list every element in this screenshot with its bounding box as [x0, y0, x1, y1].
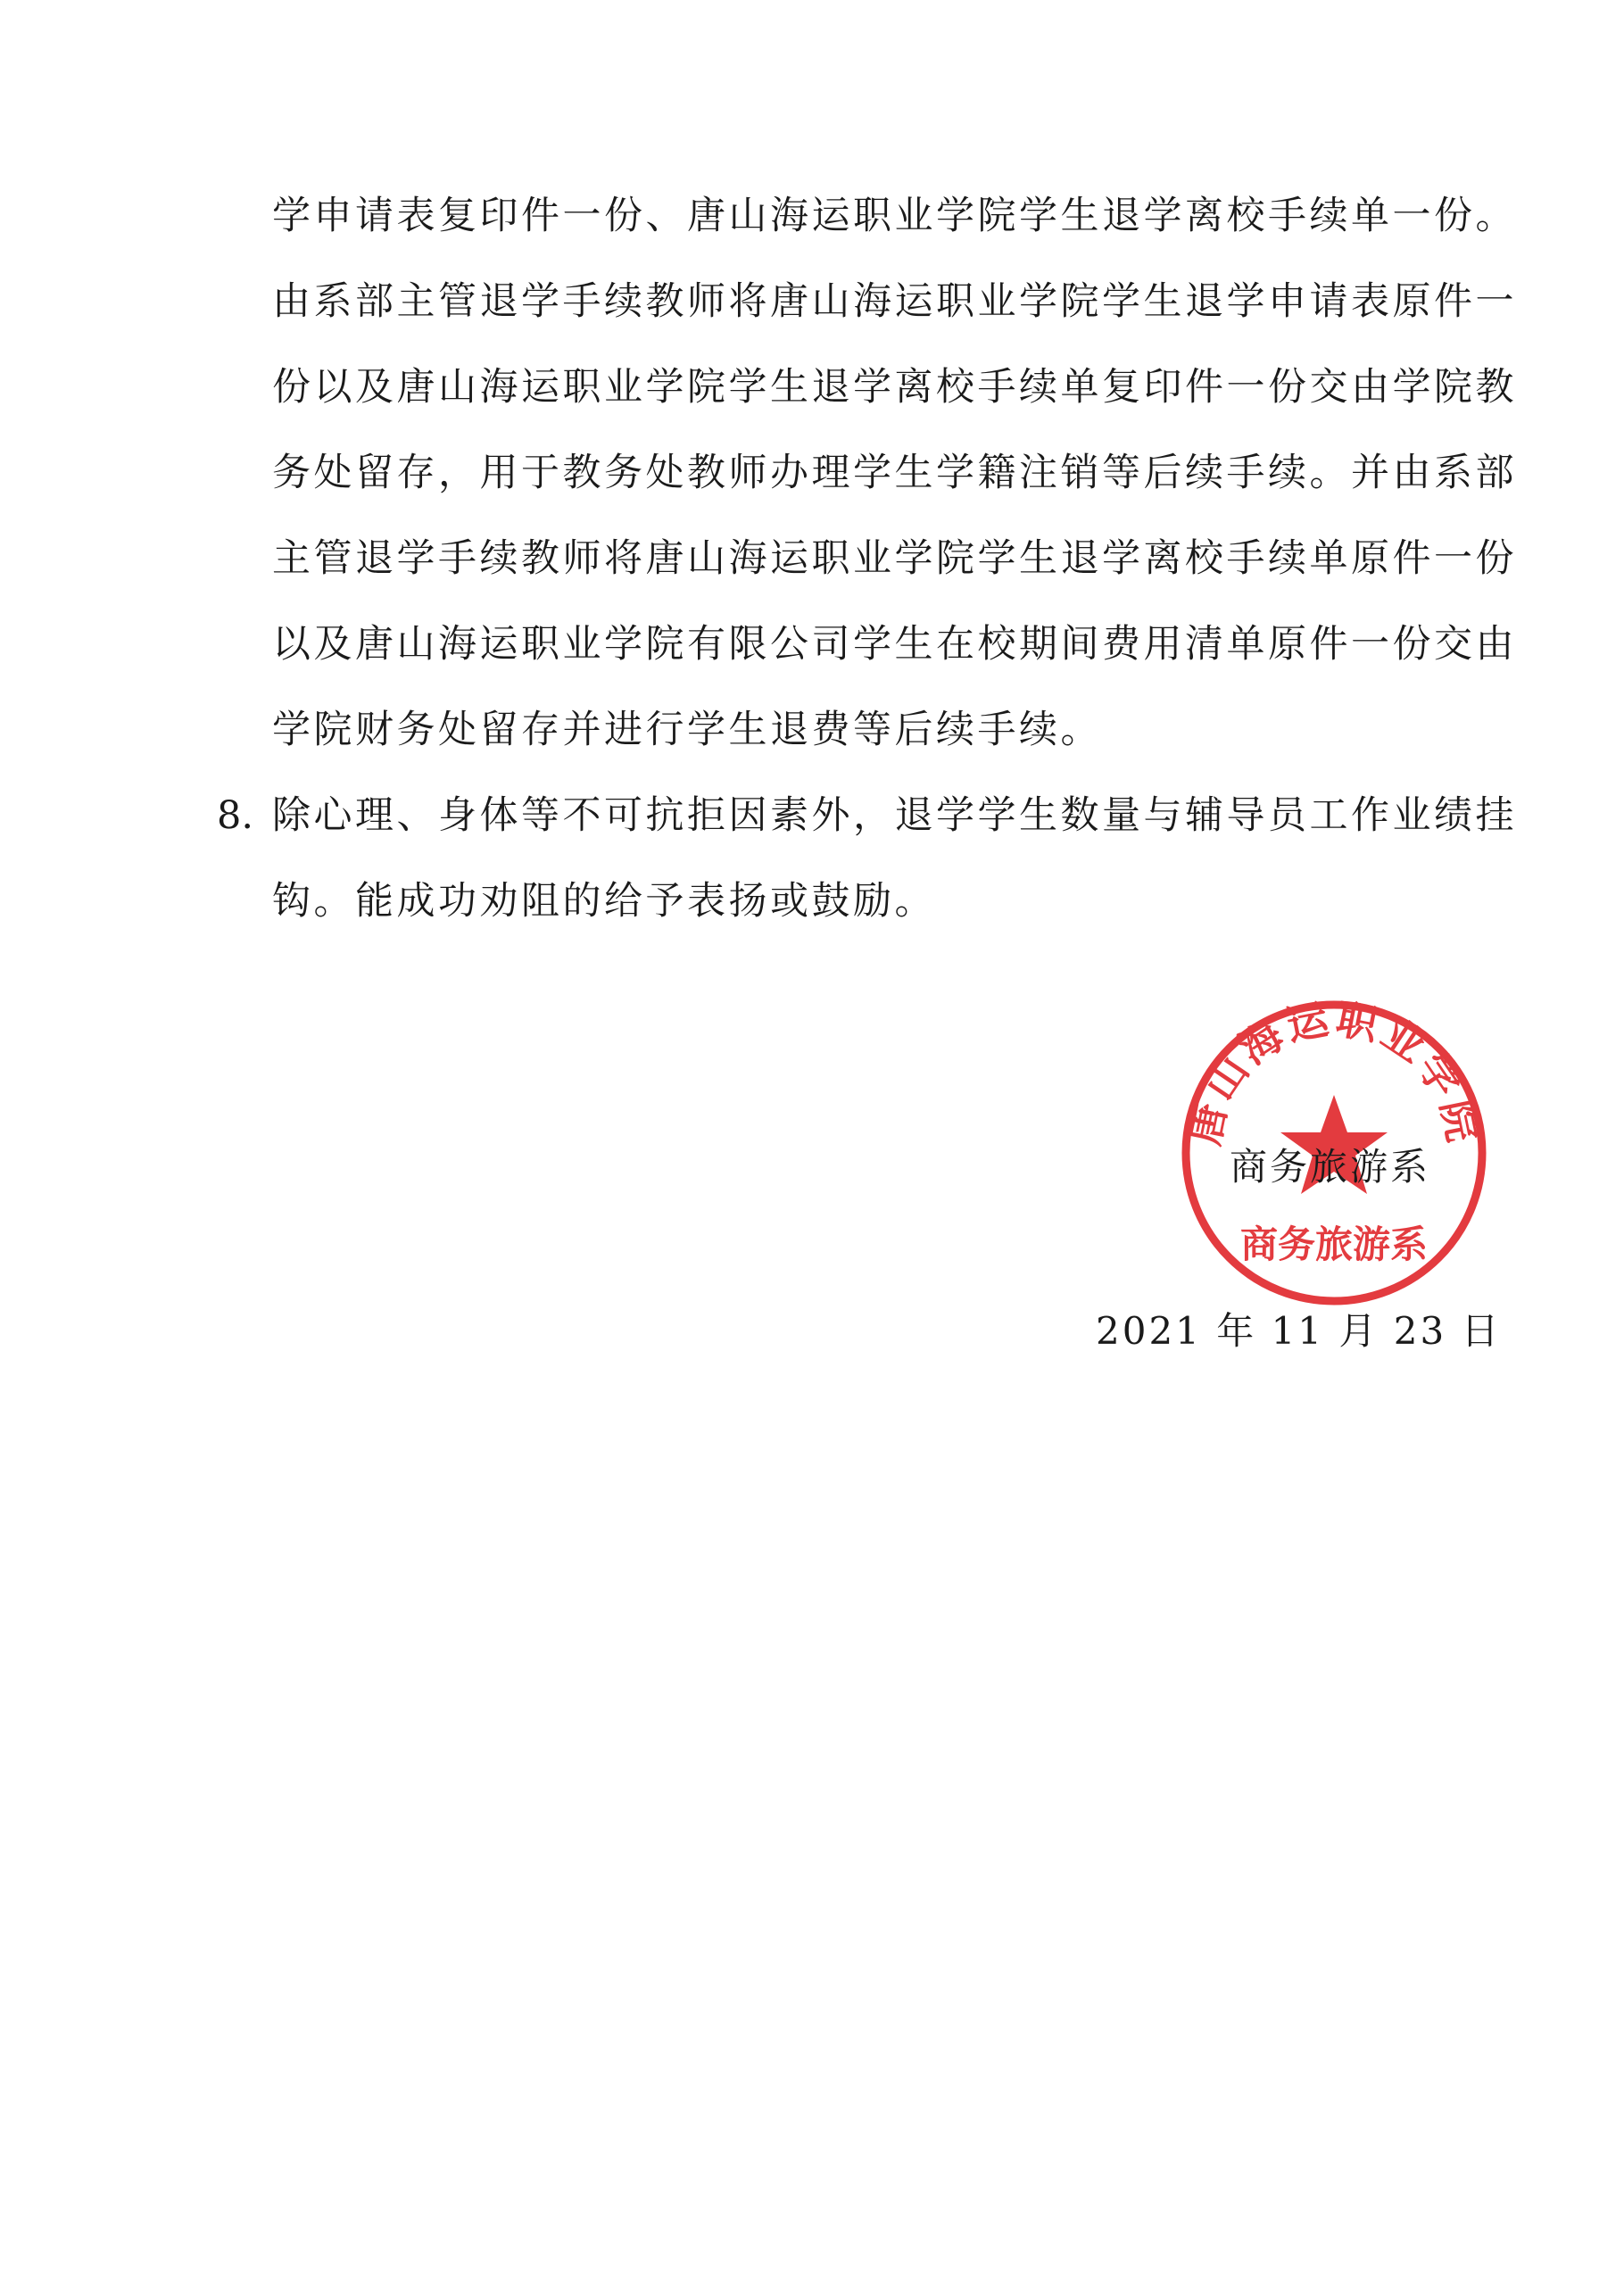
paragraph-line-5: 主管退学手续教师将唐山海运职业学院学生退学离校手续单原件一份 [272, 536, 1517, 581]
seal-inner-text: 商务旅游系 [1239, 1223, 1429, 1266]
signature-date: 2021 年 11 月 23 日 [1096, 1309, 1502, 1353]
paragraph-line-6: 以及唐山海运职业学院有限公司学生在校期间费用清单原件一份交由 [272, 622, 1517, 667]
paragraph-line-2: 由系部主管退学手续教师将唐山海运职业学院学生退学申请表原件一 [272, 279, 1517, 324]
signature-department: 商务旅游系 [1230, 1145, 1431, 1189]
paragraph-line-7: 学院财务处留存并进行学生退费等后续手续。 [272, 708, 1102, 752]
paragraph-line-3: 份以及唐山海运职业学院学生退学离校手续单复印件一份交由学院教 [272, 365, 1517, 410]
list-item-8-line-2: 钩。能成功劝阻的给予表扬或鼓励。 [272, 879, 936, 924]
list-item-8-line-1: 除心理、身体等不可抗拒因素外，退学学生数量与辅导员工作业绩挂 [272, 793, 1517, 838]
paragraph-line-4: 务处留存，用于教务处教师办理学生学籍注销等后续手续。并由系部 [272, 451, 1517, 495]
list-item-number: 8. [217, 793, 254, 838]
seal-outer-text: 唐山海运职业学院 [1180, 997, 1488, 1149]
paragraph-line-1: 学申请表复印件一份、唐山海运职业学院学生退学离校手续单一份。 [272, 194, 1517, 238]
